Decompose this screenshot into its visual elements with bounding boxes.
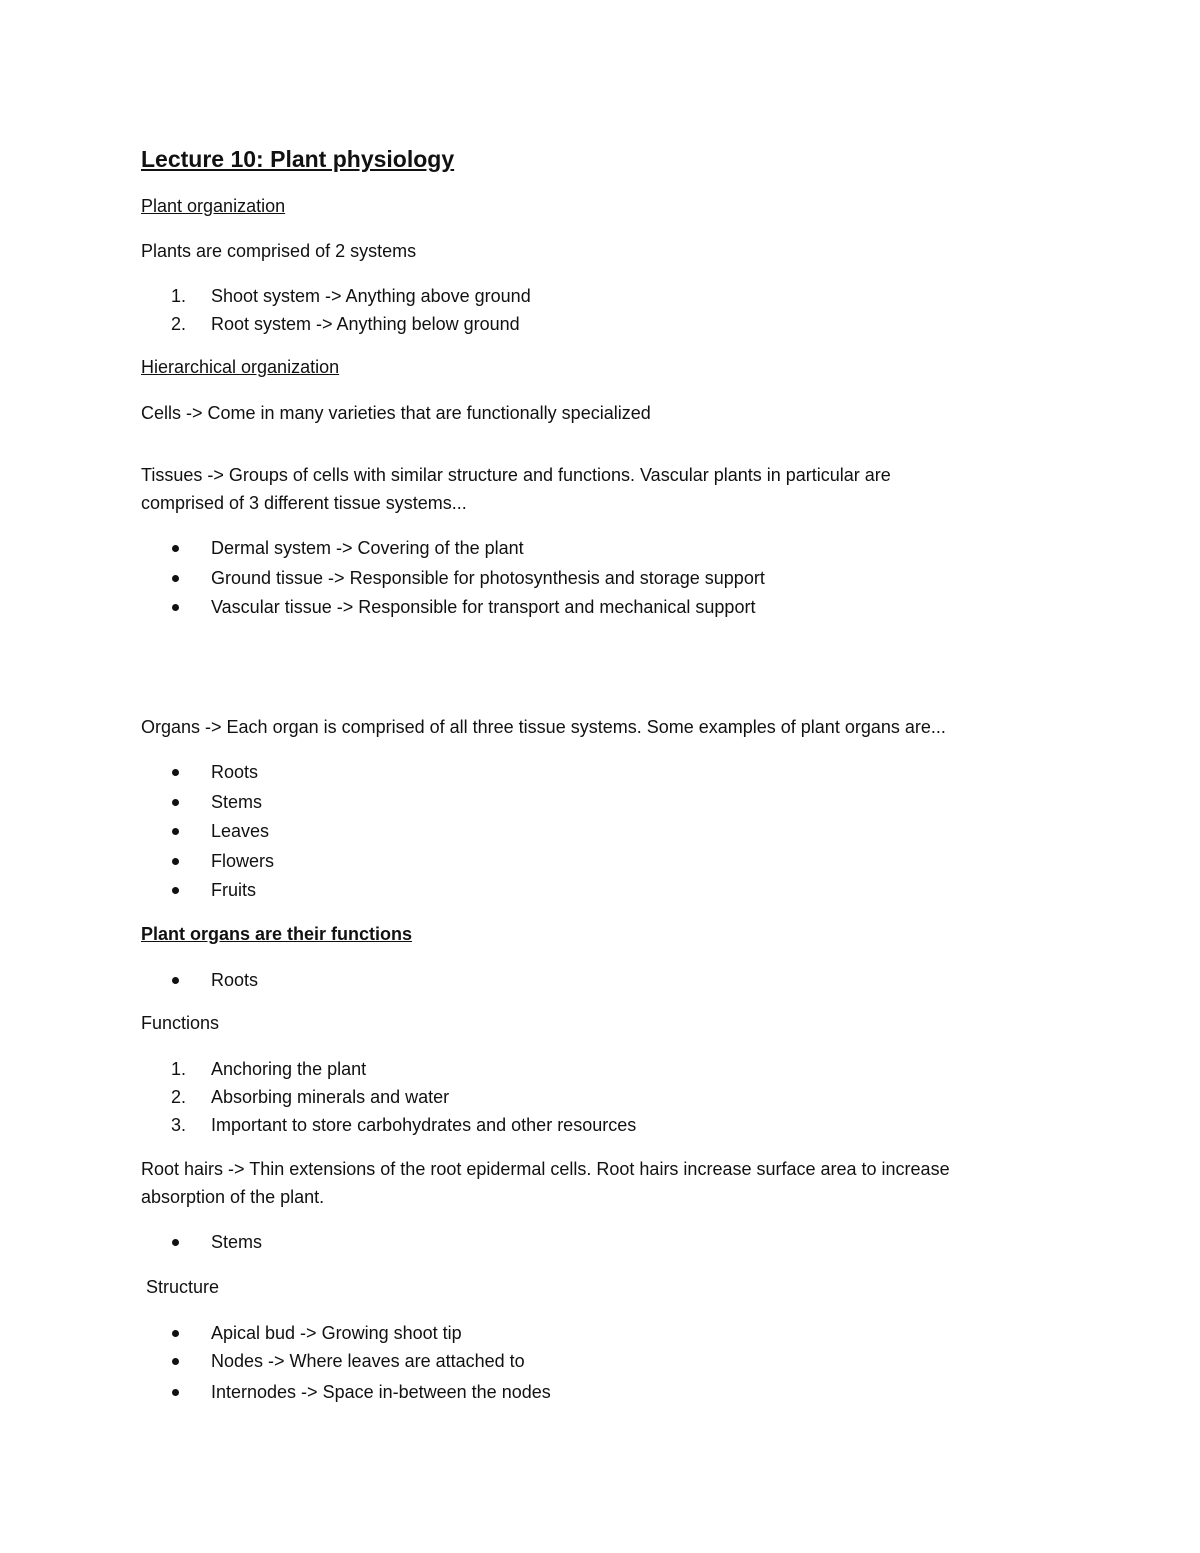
paragraph-root-hairs-line-2: absorption of the plant. (141, 1187, 325, 1207)
bullet-icon (172, 1330, 179, 1337)
label-structure: Structure (146, 1277, 220, 1297)
paragraph-tissues-line-1: Tissues -> Groups of cells with similar structure and functions. Vascular plants in particular are (141, 465, 891, 485)
list-item-organ: Stems (211, 792, 263, 812)
section-heading-plant-organization: Plant organization (141, 196, 286, 216)
bullet-icon (172, 858, 179, 865)
paragraph-root-hairs-line-1: Root hairs -> Thin extensions of the root epidermal cells. Root hairs increase surface area to increase (141, 1159, 950, 1179)
list-item-roots: Roots (211, 970, 259, 990)
list-item-stem-structure: Apical bud -> Growing shoot tip (211, 1323, 462, 1343)
bullet-icon (172, 575, 179, 582)
bullet-icon (172, 799, 179, 806)
section-heading-organ-functions: Plant organs are their functions (141, 924, 413, 944)
bullet-icon (172, 828, 179, 835)
list-item-organ: Flowers (211, 851, 275, 871)
bullet-icon (172, 1239, 179, 1246)
list-item-organ: Leaves (211, 821, 270, 841)
list-item-stem-structure: Internodes -> Space in-between the nodes (211, 1382, 551, 1402)
list-marker: 2. (171, 314, 187, 334)
list-item-ground-tissue: Ground tissue -> Responsible for photosynthesis and storage support (211, 568, 765, 588)
bullet-icon (172, 769, 179, 776)
bullet-icon (172, 604, 179, 611)
list-item-root-function: Absorbing minerals and water (211, 1087, 450, 1107)
list-item-root-function: Anchoring the plant (211, 1059, 367, 1079)
list-item-root-function: Important to store carbohydrates and other resources (211, 1115, 637, 1135)
bullet-icon (172, 1389, 179, 1396)
list-item-root-system: Root system -> Anything below ground (211, 314, 520, 334)
list-item-stems: Stems (211, 1232, 263, 1252)
list-item-organ: Fruits (211, 880, 256, 900)
paragraph-organs: Organs -> Each organ is comprised of all three tissue systems. Some examples of plant organs are... (141, 717, 946, 737)
label-functions: Functions (141, 1013, 220, 1033)
list-item-vascular-tissue: Vascular tissue -> Responsible for transport and mechanical support (211, 597, 756, 617)
paragraph-cells: Cells -> Come in many varieties that are functionally specialized (141, 403, 651, 423)
list-marker: 1. (171, 1059, 187, 1079)
list-marker: 1. (171, 286, 187, 306)
paragraph-tissues-line-2: comprised of 3 different tissue systems... (141, 493, 467, 513)
bullet-icon (172, 545, 179, 552)
list-item-dermal-system: Dermal system -> Covering of the plant (211, 538, 524, 558)
list-item-shoot-system: Shoot system -> Anything above ground (211, 286, 531, 306)
list-item-stem-structure: Nodes -> Where leaves are attached to (211, 1351, 525, 1371)
list-marker: 2. (171, 1087, 187, 1107)
page-title: Lecture 10: Plant physiology (141, 146, 455, 172)
bullet-icon (172, 977, 179, 984)
bullet-icon (172, 887, 179, 894)
systems-intro: Plants are comprised of 2 systems (141, 241, 417, 261)
section-heading-hierarchical-organization: Hierarchical organization (141, 357, 340, 377)
list-marker: 3. (171, 1115, 187, 1135)
list-item-organ: Roots (211, 762, 259, 782)
bullet-icon (172, 1358, 179, 1365)
